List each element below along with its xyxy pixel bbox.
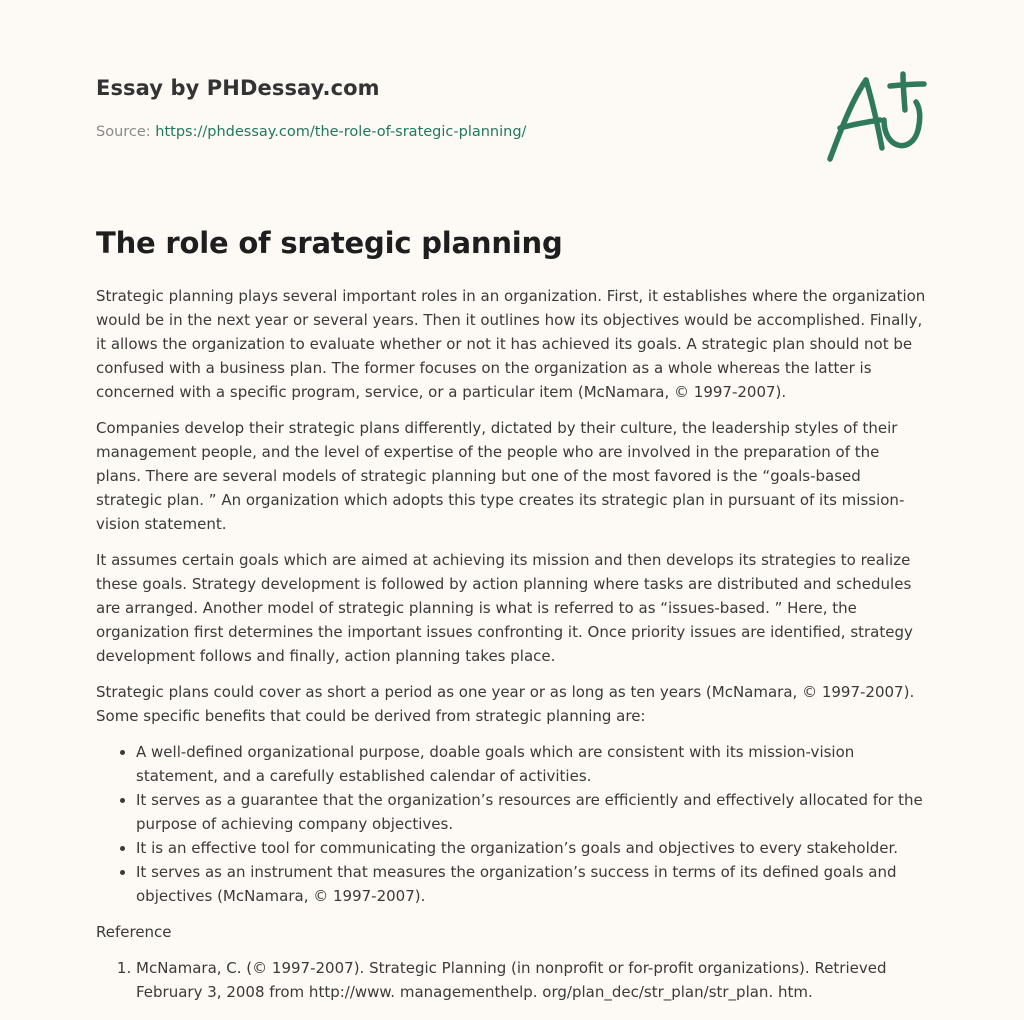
source-label: Source: xyxy=(96,124,156,140)
reference-list xyxy=(96,956,928,1004)
benefits-list xyxy=(96,740,928,908)
reference-heading: Reference xyxy=(96,923,172,941)
list-item: • A well-defined organizational purpose, doable goals which are consistent with its mission-vision statement, and a carefully established calendar of activities. xyxy=(136,740,928,788)
essay-body xyxy=(96,284,928,1004)
essay-paragraph: It assumes certain goals which are aimed at achieving its mission and then develops its strategies to realize these goals. Strategy development is followed by action planning where tasks are distributed and schedules are arranged. Another model of strategic planning is what is referred to as “issues-based. ” Here, the organization first determines the important issues confronting it. Once priority issues are identified, strategy development follows and finally, action planning takes place. xyxy=(96,551,913,665)
list-item: • It is an effective tool for communicating the organization’s goals and objectives to every stakeholder. xyxy=(136,836,928,860)
list-item: • It serves as an instrument that measures the organization’s success in terms of its defined goals and objectives (McNamara, © 1997-2007). xyxy=(136,860,928,908)
essay-title: The role of srategic planning xyxy=(96,226,563,260)
site-brand: Essay by PHDessay.com xyxy=(96,76,380,100)
list-item: • It serves as a guarantee that the organization’s resources are efficiently and effectively allocated for the purpose of achieving company objectives. xyxy=(136,788,928,836)
essay-paragraph: Strategic plans could cover as short a period as one year or as long as ten years (McNamara, © 1997-2007). Some specific benefits that could be derived from strategic planning are: xyxy=(96,683,915,725)
essay-paragraph: Companies develop their strategic plans differently, dictated by their culture, the leadership styles of their management people, and the level of expertise of the people who are involved in the preparation of the plans. There are several models of strategic planning but one of the most favored is the “goals-based strategic plan. ” An organization which adopts this type creates its strategic plan in pursuant of its mission-vision statement. xyxy=(96,419,905,533)
a-plus-logo-icon xyxy=(820,66,930,166)
source-link[interactable]: https://phdessay.com/the-role-of-srategic-planning/ xyxy=(155,124,527,140)
source-line xyxy=(96,124,526,140)
reference-item: 1. McNamara, C. (© 1997-2007). Strategic Planning (in nonprofit or for-profit organizations). Retrieved February 3, 2008 from http://www. managementhelp. org/plan_dec/str_plan/str_plan. htm. xyxy=(136,956,928,1004)
essay-paragraph: Strategic planning plays several important roles in an organization. First, it establishes where the organization would be in the next year or several years. Then it outlines how its objectives would be accomplished. Finally, it allows the organization to evaluate whether or not it has achieved its goals. A strategic plan should not be confused with a business plan. The former focuses on the organization as a whole whereas the latter is concerned with a specific program, service, or a particular item (McNamara, © 1997-2007). xyxy=(96,287,926,401)
